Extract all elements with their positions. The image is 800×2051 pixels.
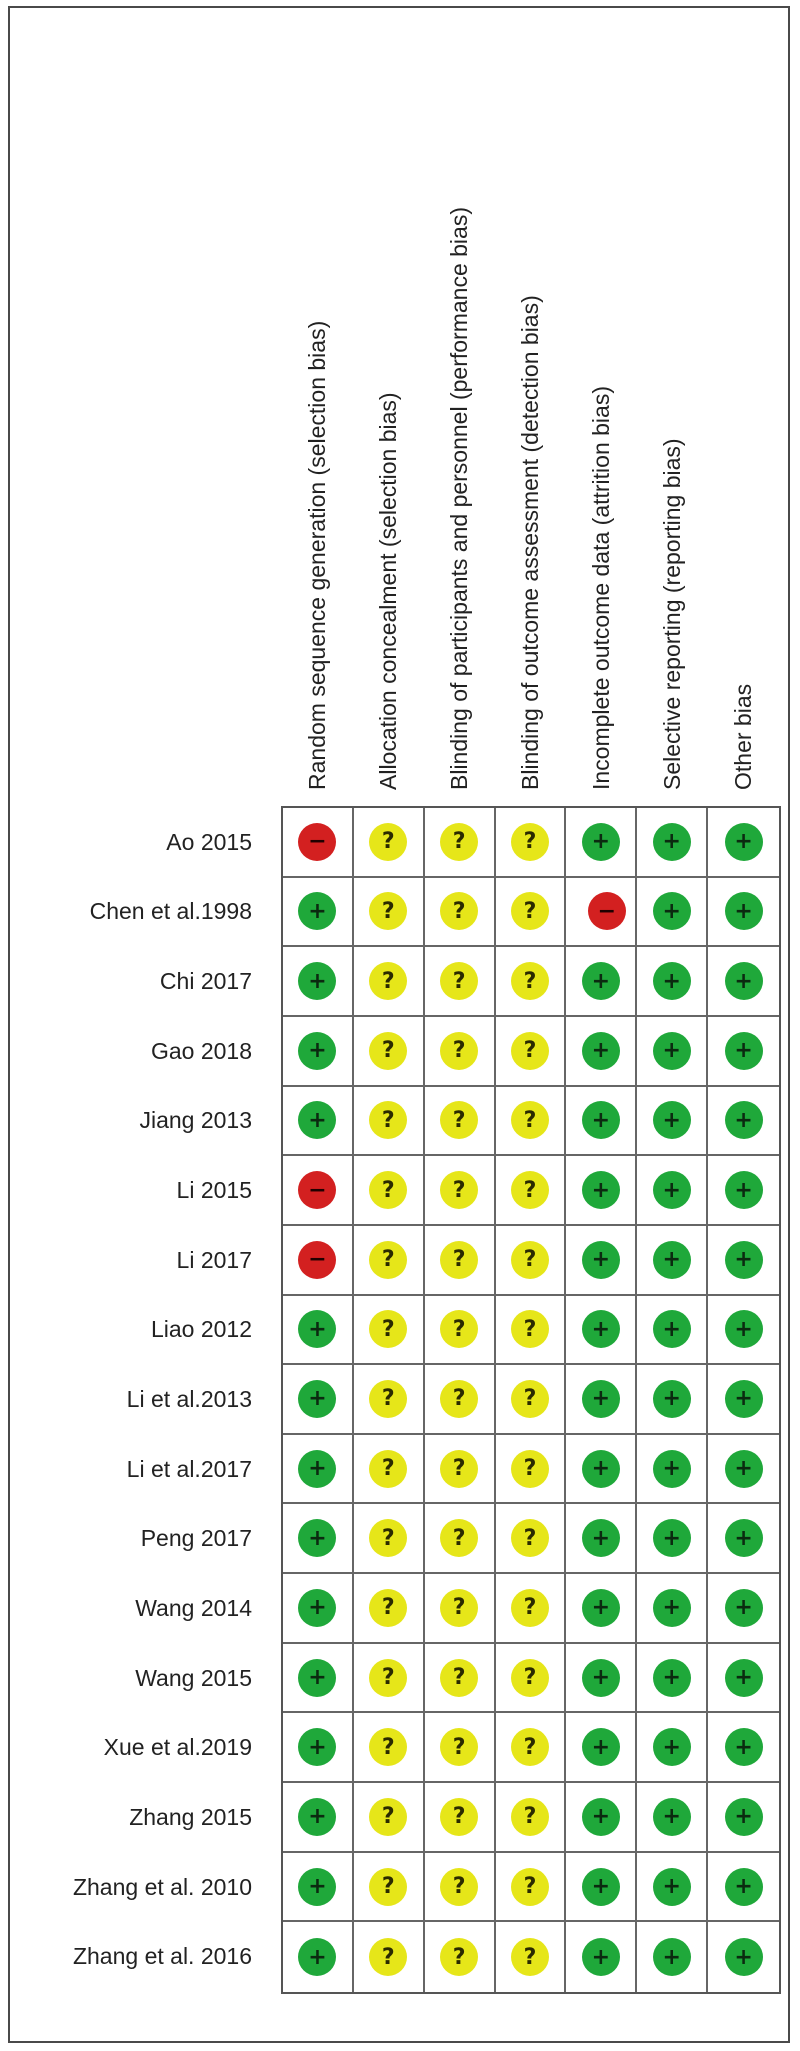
risk-low-mark: + [653, 823, 691, 861]
risk-unclear-mark: ? [369, 1101, 407, 1139]
risk-low-mark: + [582, 1171, 620, 1209]
risk-high-mark: − [298, 1241, 336, 1279]
risk-unclear-mark: ? [440, 1728, 478, 1766]
grid-cell [425, 1922, 496, 1992]
grid-cell [496, 808, 567, 878]
grid-cell [354, 1853, 425, 1923]
risk-unclear-mark: ? [511, 823, 549, 861]
risk-unclear-mark: ? [511, 1450, 549, 1488]
grid-cell [637, 947, 708, 1017]
risk-unclear-mark: ? [440, 1241, 478, 1279]
risk-low-mark: + [582, 1519, 620, 1557]
risk-unclear-mark: ? [511, 1519, 549, 1557]
risk-unclear-mark: ? [440, 1450, 478, 1488]
risk-low-mark: + [653, 1938, 691, 1976]
risk-unclear-mark: ? [511, 1659, 549, 1697]
grid-cell [637, 1504, 708, 1574]
risk-low-mark: + [582, 1380, 620, 1418]
column-header: Blinding of participants and personnel (performance bias) [446, 207, 473, 790]
study-label: Zhang 2015 [129, 1803, 252, 1830]
grid-cell [425, 1226, 496, 1296]
grid-cell [566, 1783, 637, 1853]
study-label: Zhang et al. 2016 [72, 1943, 252, 1970]
risk-low-mark: + [298, 1938, 336, 1976]
risk-unclear-mark: ? [511, 1171, 549, 1209]
grid-cell [708, 1644, 779, 1714]
risk-unclear-mark: ? [369, 962, 407, 1000]
grid-cell [283, 808, 354, 878]
risk-of-bias-grid [281, 806, 781, 1994]
grid-cell [637, 1017, 708, 1087]
risk-low-mark: + [653, 1589, 691, 1627]
risk-unclear-mark: ? [369, 1868, 407, 1906]
risk-low-mark: + [653, 1868, 691, 1906]
grid-cell [425, 1156, 496, 1226]
grid-cell [283, 1017, 354, 1087]
grid-cell [708, 1435, 779, 1505]
risk-unclear-mark: ? [369, 1310, 407, 1348]
grid-cell [637, 1296, 708, 1366]
grid-cell [566, 878, 637, 948]
grid-cell [354, 1156, 425, 1226]
risk-low-mark: + [298, 1101, 336, 1139]
risk-unclear-mark: ? [440, 1798, 478, 1836]
grid-cell [708, 1156, 779, 1226]
grid-cell [354, 1435, 425, 1505]
grid-cell [283, 1783, 354, 1853]
risk-low-mark: + [725, 1171, 763, 1209]
risk-low-mark: + [725, 823, 763, 861]
grid-cell [425, 1644, 496, 1714]
grid-cell [496, 1296, 567, 1366]
grid-cell [637, 1574, 708, 1644]
grid-cell [566, 1922, 637, 1992]
risk-unclear-mark: ? [511, 1241, 549, 1279]
grid-cell [566, 1435, 637, 1505]
risk-low-mark: + [725, 1659, 763, 1697]
grid-cell [283, 1713, 354, 1783]
grid-cell [283, 878, 354, 948]
grid-cell [566, 1017, 637, 1087]
grid-cell [708, 808, 779, 878]
risk-low-mark: + [582, 1589, 620, 1627]
risk-low-mark: + [725, 1519, 763, 1557]
risk-unclear-mark: ? [369, 1798, 407, 1836]
risk-unclear-mark: ? [440, 1101, 478, 1139]
grid-cell [425, 1087, 496, 1157]
study-label: Li et al.2013 [126, 1386, 252, 1412]
grid-cell [496, 1574, 567, 1644]
grid-cell [283, 1296, 354, 1366]
risk-low-mark: + [298, 1728, 336, 1766]
grid-cell [566, 1365, 637, 1435]
grid-cell [637, 1783, 708, 1853]
risk-low-mark: + [653, 1380, 691, 1418]
grid-cell [566, 1574, 637, 1644]
risk-low-mark: + [653, 1659, 691, 1697]
grid-cell [283, 947, 354, 1017]
study-label: Jiang 2013 [139, 1107, 252, 1134]
risk-unclear-mark: ? [369, 1659, 407, 1697]
risk-unclear-mark: ? [369, 1938, 407, 1976]
risk-low-mark: + [582, 1728, 620, 1766]
risk-low-mark: + [582, 1310, 620, 1348]
grid-cell [566, 1644, 637, 1714]
risk-low-mark: + [725, 1101, 763, 1139]
grid-cell [708, 1574, 779, 1644]
grid-cell [354, 1296, 425, 1366]
grid-cell [637, 1156, 708, 1226]
grid-cell [425, 1504, 496, 1574]
risk-low-mark: + [582, 823, 620, 861]
risk-low-mark: + [653, 962, 691, 1000]
grid-cell [354, 1365, 425, 1435]
risk-high-mark: − [298, 823, 336, 861]
risk-unclear-mark: ? [440, 823, 478, 861]
risk-low-mark: + [725, 1728, 763, 1766]
grid-cell [496, 1156, 567, 1226]
grid-cell [708, 1226, 779, 1296]
risk-unclear-mark: ? [511, 1380, 549, 1418]
grid-cell [496, 947, 567, 1017]
risk-unclear-mark: ? [511, 1868, 549, 1906]
risk-low-mark: + [725, 892, 763, 930]
risk-low-mark: + [725, 1241, 763, 1279]
risk-unclear-mark: ? [369, 1450, 407, 1488]
risk-unclear-mark: ? [440, 962, 478, 1000]
grid-cell [637, 1226, 708, 1296]
grid-cell [425, 1435, 496, 1505]
risk-low-mark: + [725, 962, 763, 1000]
column-header: Blinding of outcome assessment (detection bias) [517, 295, 543, 790]
study-label: Wang 2014 [135, 1594, 252, 1621]
risk-low-mark: + [298, 892, 336, 930]
study-label: Li 2017 [176, 1246, 252, 1273]
risk-low-mark: + [725, 1380, 763, 1418]
grid-cell [566, 1713, 637, 1783]
grid-cell [496, 1226, 567, 1296]
grid-cell [496, 1504, 567, 1574]
risk-low-mark: + [298, 1450, 336, 1488]
risk-low-mark: + [298, 1380, 336, 1418]
risk-low-mark: + [725, 1798, 763, 1836]
grid-cell [425, 1574, 496, 1644]
grid-cell [566, 1853, 637, 1923]
grid-cell [637, 1922, 708, 1992]
study-label: Chen et al.1998 [89, 898, 252, 925]
grid-cell [708, 878, 779, 948]
risk-unclear-mark: ? [369, 1728, 407, 1766]
grid-cell [354, 808, 425, 878]
risk-unclear-mark: ? [440, 1938, 478, 1976]
risk-low-mark: + [582, 1450, 620, 1488]
risk-low-mark: + [725, 1450, 763, 1488]
grid-cell [637, 878, 708, 948]
grid-cell [425, 1783, 496, 1853]
grid-cell [566, 1087, 637, 1157]
grid-cell [425, 878, 496, 948]
grid-cell [425, 1713, 496, 1783]
risk-unclear-mark: ? [369, 1589, 407, 1627]
study-label: Zhang et al. 2010 [72, 1873, 252, 1900]
grid-cell [496, 1087, 567, 1157]
grid-cell [425, 1365, 496, 1435]
risk-unclear-mark: ? [511, 1032, 549, 1070]
risk-low-mark: + [725, 1589, 763, 1627]
grid-cell [425, 1853, 496, 1923]
grid-cell [708, 1296, 779, 1366]
grid-cell [354, 1783, 425, 1853]
grid-cell [283, 1156, 354, 1226]
grid-cell [708, 1504, 779, 1574]
risk-low-mark: + [298, 1798, 336, 1836]
risk-unclear-mark: ? [369, 1241, 407, 1279]
risk-high-mark: − [588, 892, 626, 930]
risk-unclear-mark: ? [440, 1659, 478, 1697]
study-label: Xue et al.2019 [103, 1734, 252, 1761]
grid-cell [354, 1504, 425, 1574]
grid-cell [566, 1156, 637, 1226]
grid-cell [283, 1574, 354, 1644]
grid-cell [637, 1644, 708, 1714]
grid-cell [566, 947, 637, 1017]
risk-unclear-mark: ? [511, 1589, 549, 1627]
risk-low-mark: + [582, 1798, 620, 1836]
study-label: Liao 2012 [150, 1316, 252, 1343]
grid-cell [566, 1296, 637, 1366]
risk-unclear-mark: ? [511, 1728, 549, 1766]
risk-unclear-mark: ? [440, 1032, 478, 1070]
grid-cell [496, 1365, 567, 1435]
grid-cell [708, 1922, 779, 1992]
grid-cell [354, 1644, 425, 1714]
grid-cell [637, 1087, 708, 1157]
risk-low-mark: + [725, 1868, 763, 1906]
risk-low-mark: + [653, 1032, 691, 1070]
study-label: Peng 2017 [140, 1525, 252, 1552]
grid-cell [708, 1017, 779, 1087]
column-header: Random sequence generation (selection bias) [304, 320, 331, 790]
grid-cell [283, 1504, 354, 1574]
risk-low-mark: + [582, 1868, 620, 1906]
risk-low-mark: + [298, 1310, 336, 1348]
risk-unclear-mark: ? [440, 1589, 478, 1627]
risk-unclear-mark: ? [369, 1519, 407, 1557]
grid-cell [425, 808, 496, 878]
risk-low-mark: + [582, 962, 620, 1000]
grid-cell [354, 1922, 425, 1992]
grid-cell [354, 947, 425, 1017]
risk-unclear-mark: ? [511, 962, 549, 1000]
grid-cell [283, 1087, 354, 1157]
grid-cell [708, 1853, 779, 1923]
risk-low-mark: + [298, 1659, 336, 1697]
risk-low-mark: + [298, 1032, 336, 1070]
risk-unclear-mark: ? [369, 1171, 407, 1209]
risk-unclear-mark: ? [511, 1310, 549, 1348]
risk-low-mark: + [653, 1450, 691, 1488]
risk-unclear-mark: ? [511, 892, 549, 930]
risk-low-mark: + [298, 962, 336, 1000]
grid-cell [354, 1226, 425, 1296]
column-header: Other bias [729, 683, 756, 790]
risk-low-mark: + [653, 1798, 691, 1836]
grid-cell [708, 1087, 779, 1157]
study-label: Wang 2015 [135, 1664, 252, 1691]
grid-cell [496, 1922, 567, 1992]
column-header: Allocation concealment (selection bias) [375, 392, 402, 790]
grid-cell [566, 808, 637, 878]
risk-low-mark: + [582, 1101, 620, 1139]
grid-cell [425, 1296, 496, 1366]
grid-cell [708, 1783, 779, 1853]
risk-low-mark: + [653, 1519, 691, 1557]
risk-unclear-mark: ? [369, 892, 407, 930]
grid-cell [496, 1435, 567, 1505]
risk-high-mark: − [298, 1171, 336, 1209]
risk-low-mark: + [725, 1032, 763, 1070]
risk-low-mark: + [298, 1868, 336, 1906]
risk-unclear-mark: ? [440, 1310, 478, 1348]
risk-unclear-mark: ? [511, 1938, 549, 1976]
risk-low-mark: + [653, 1241, 691, 1279]
grid-cell [637, 1365, 708, 1435]
study-label: Li 2015 [176, 1177, 252, 1204]
risk-low-mark: + [653, 1171, 691, 1209]
risk-low-mark: + [725, 1938, 763, 1976]
grid-cell [425, 947, 496, 1017]
grid-cell [283, 1435, 354, 1505]
risk-low-mark: + [298, 1589, 336, 1627]
grid-cell [637, 1713, 708, 1783]
grid-cell [354, 878, 425, 948]
grid-cell [496, 1017, 567, 1087]
risk-unclear-mark: ? [511, 1798, 549, 1836]
risk-low-mark: + [653, 1310, 691, 1348]
grid-cell [566, 1504, 637, 1574]
risk-low-mark: + [298, 1519, 336, 1557]
grid-cell [708, 1365, 779, 1435]
study-label: Chi 2017 [159, 968, 252, 995]
risk-low-mark: + [582, 1032, 620, 1070]
grid-cell [708, 947, 779, 1017]
risk-low-mark: + [653, 892, 691, 930]
grid-cell [283, 1922, 354, 1992]
grid-cell [283, 1365, 354, 1435]
grid-cell [354, 1087, 425, 1157]
risk-low-mark: + [725, 1310, 763, 1348]
grid-cell [566, 1226, 637, 1296]
risk-low-mark: + [653, 1728, 691, 1766]
risk-low-mark: + [582, 1241, 620, 1279]
risk-low-mark: + [582, 1938, 620, 1976]
grid-cell [496, 1644, 567, 1714]
grid-cell [708, 1713, 779, 1783]
study-label: Gao 2018 [150, 1037, 252, 1064]
grid-cell [637, 1435, 708, 1505]
study-label: Ao 2015 [166, 828, 252, 855]
grid-cell [354, 1017, 425, 1087]
risk-unclear-mark: ? [511, 1101, 549, 1139]
grid-cell [283, 1853, 354, 1923]
grid-cell [496, 1783, 567, 1853]
grid-cell [354, 1713, 425, 1783]
grid-cell [496, 1853, 567, 1923]
risk-unclear-mark: ? [369, 823, 407, 861]
grid-cell [425, 1017, 496, 1087]
grid-cell [496, 878, 567, 948]
grid-cell [637, 1853, 708, 1923]
risk-unclear-mark: ? [440, 1868, 478, 1906]
column-header: Selective reporting (reporting bias) [658, 438, 685, 790]
grid-cell [283, 1644, 354, 1714]
risk-unclear-mark: ? [440, 1519, 478, 1557]
study-label: Li et al.2017 [126, 1455, 252, 1482]
risk-unclear-mark: ? [369, 1380, 407, 1418]
risk-low-mark: + [582, 1659, 620, 1697]
grid-cell [637, 808, 708, 878]
risk-of-bias-figure [8, 6, 790, 2043]
risk-unclear-mark: ? [369, 1032, 407, 1070]
grid-cell [496, 1713, 567, 1783]
column-header: Incomplete outcome data (attrition bias) [587, 386, 614, 790]
grid-cell [354, 1574, 425, 1644]
grid-cell [283, 1226, 354, 1296]
risk-unclear-mark: ? [440, 892, 478, 930]
risk-low-mark: + [653, 1101, 691, 1139]
risk-unclear-mark: ? [440, 1171, 478, 1209]
risk-unclear-mark: ? [440, 1380, 478, 1418]
